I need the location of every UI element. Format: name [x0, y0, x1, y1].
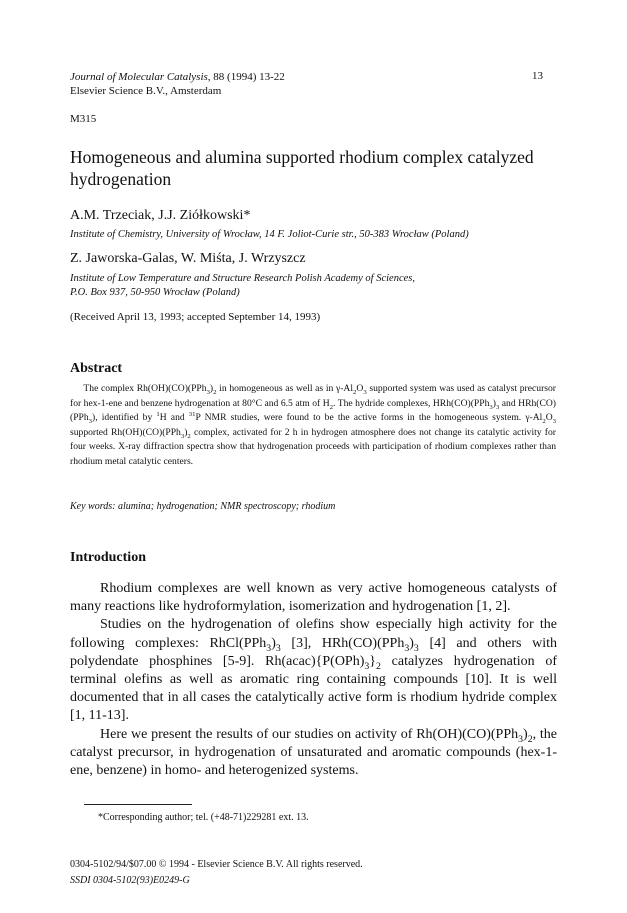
authors-group-2: Z. Jaworska-Galas, W. Miśta, J. Wrzyszcz [70, 251, 306, 266]
introduction-heading: Introduction [70, 550, 146, 565]
keywords: Key words: alumina; hydrogenation; NMR spectroscopy; rhodium [70, 501, 336, 512]
introduction-text [70, 580, 557, 780]
intro-paragraph-2: Studies on the hydrogenation of olefins show especially high activity for the following complexes: $RhCl(PPh_3)_3$ [3], $HRh(CO)(PPh_3)_3$ [4] and others with polydendate phosphines [5-9]. $Rh(acac)\{P(OPh)_3\}_2$ catalyzes hydrogenation of terminal olefins as well as aromatic ring containing compounds [10]. It is well documented that in all cases the catalytically active form is rhodium hydride complex [1, 11-13]. [70, 617, 558, 724]
footnote-divider [84, 804, 192, 805]
affiliation-1: Institute of Chemistry, University of Wrocław, 14 F. Joliot-Curie str., 50-383 Wrocław (Poland) [70, 229, 469, 240]
intro-paragraph-1: Rhodium complexes are well known as very active homogeneous catalysts of many reactions like hydroformylation, isomerization and hydrogenation [1, 2]. [70, 581, 557, 615]
affiliation-2 [70, 272, 415, 299]
article-code: M315 [70, 113, 97, 125]
journal-name: Journal of Molecular Catalysis [70, 71, 208, 83]
journal-header [70, 70, 285, 98]
received-dates: (Received April 13, 1993; accepted September 14, 1993) [70, 311, 321, 323]
intro-paragraph-3: Here we present the results of our studies on activity of $Rh(OH)(CO)(PPh_3)_2$, the catalyst precursor, in hydrogenation of unsaturated and aromatic compounds (hex-1-ene, benzene) in homo- and heterogenized systems. [70, 726, 558, 779]
publisher: Elsevier Science B.V., Amsterdam [70, 85, 222, 97]
paper-title: Homogeneous and alumina supported rhodium complex catalyzed hydrogenation [70, 147, 534, 189]
abstract-heading: Abstract [70, 361, 123, 376]
footnote: *Corresponding author; tel. (+48-71)229281 ext. 13. [98, 812, 309, 823]
affiliation-2-line-2: P.O. Box 937, 50-950 Wrocław (Poland) [70, 286, 240, 298]
copyright-line: 0304-5102/94/$07.00 © 1994 - Elsevier Science B.V. All rights reserved. [70, 859, 363, 870]
affiliation-2-line-1: Institute of Low Temperature and Structure Research Polish Academy of Sciences, [70, 273, 415, 284]
ssdi-line: SSDI 0304-5102(93)E0249-G [70, 875, 190, 886]
authors-group-1: A.M. Trzeciak, J.J. Ziółkowski* [70, 208, 251, 223]
page-number: 13 [532, 70, 543, 82]
journal-ref: , 88 (1994) 13-22 [207, 71, 285, 83]
abstract-text: The complex $Rh(OH)(CO)(PPh_3)_2$ in homogeneous as well as in $\gamma-Al_2O_3$ supported system was used as catalyst precursor for hex-1-ene and benzene hydrogenation at 80°C and 6.5 atm of $H_2$. The hydride complexes, $HRh(CO)(PPh_3)_3$ and HRh(CO)(PPh$_3$), identified by $^1$H and $^{31}$P NMR studies, were found to be the active forms in the homogeneous system. $\gamma-Al_2O_3$ supported $Rh(OH)(CO)(PPh_3)_2$ complex, activated for 2 h in hydrogen atmosphere does not change its catalytic activity for four weeks. X-ray diffraction spectra show that hydrogenation proceeds with participation of rhodium complexes rather than rhodium metal catalytic centers. [70, 383, 556, 467]
copyright-block [70, 857, 363, 889]
